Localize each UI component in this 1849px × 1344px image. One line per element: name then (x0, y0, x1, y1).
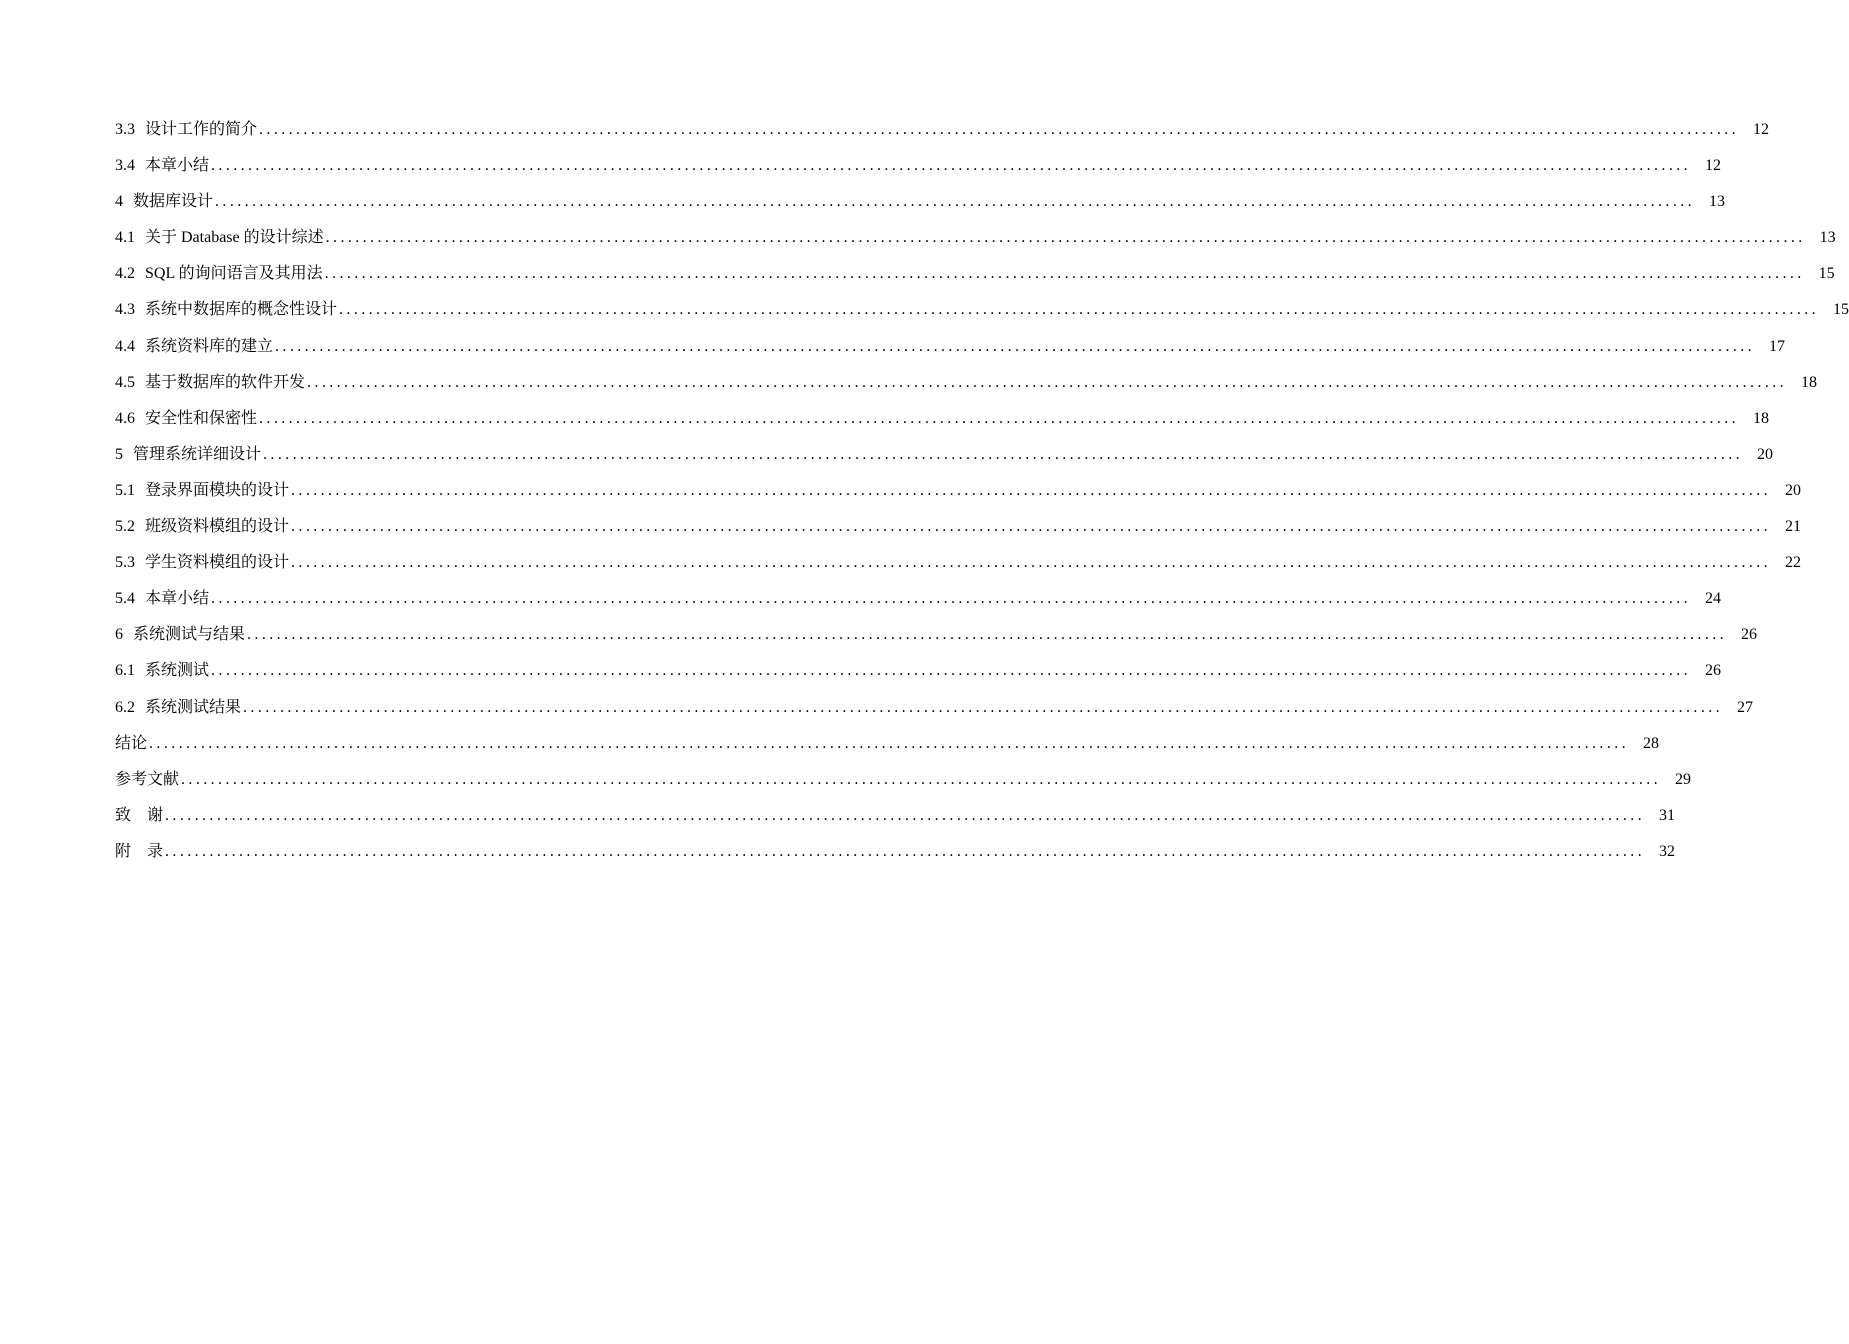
toc-entry-4-6[interactable] (115, 406, 1770, 442)
toc-leader-dots: ........................................................................................................................................................................................................ (247, 626, 1728, 644)
toc-leader-dots: ........................................................................................................................................................................................................ (339, 301, 1820, 319)
toc-entry-page: 31 (1659, 806, 1676, 824)
toc-leader-dots: ........................................................................................................................................................................................................ (263, 445, 1744, 463)
toc-entry-number: 5 (115, 445, 123, 463)
toc-entry-acknowledgements[interactable] (115, 803, 1676, 839)
toc-entry-5[interactable] (115, 442, 1774, 478)
toc-entry-number: 4.3 (115, 301, 135, 319)
toc-leader-dots: ........................................................................................................................................................................................................ (275, 337, 1756, 355)
toc-leader-dots: ........................................................................................................................................................................................................ (259, 409, 1740, 427)
toc-entry-page: 32 (1659, 842, 1676, 860)
toc-entry-page: 26 (1741, 626, 1758, 644)
toc-entry-number: 5.3 (115, 554, 135, 572)
toc-leader-dots: ........................................................................................................................................................................................................ (149, 734, 1630, 752)
toc-entry-title: 本章小结 (145, 157, 210, 175)
toc-entry-5-1[interactable] (115, 478, 1802, 514)
toc-entry-4-1[interactable] (115, 225, 1836, 261)
toc-entry-title: 学生资料模组的设计 (145, 554, 290, 572)
toc-entry-title: SQL 的询问语言及其用法 (145, 265, 323, 283)
toc-entry-4[interactable] (115, 189, 1726, 225)
toc-entry-title: 登录界面模块的设计 (145, 481, 290, 499)
toc-leader-dots: ........................................................................................................................................................................................................ (181, 770, 1662, 788)
toc-leader-dots: ........................................................................................................................................................................................................ (243, 698, 1724, 716)
toc-entry-title: 数据库设计 (133, 193, 214, 211)
toc-entry-5-4[interactable] (115, 586, 1722, 622)
toc-leader-dots: ........................................................................................................................................................................................................ (215, 193, 1696, 211)
toc-entry-page: 15 (1818, 265, 1835, 283)
toc-entry-number: 3.4 (115, 157, 135, 175)
toc-leader-dots: ........................................................................................................................................................................................................ (325, 229, 1806, 247)
toc-entry-4-4[interactable] (115, 334, 1786, 370)
toc-entry-number: 6.1 (115, 662, 135, 680)
toc-entry-title: 结论 (115, 734, 148, 752)
toc-entry-title: 管理系统详细设计 (133, 445, 262, 463)
toc-leader-dots: ........................................................................................................................................................................................................ (165, 842, 1646, 860)
toc-entry-page: 28 (1643, 734, 1660, 752)
toc-entry-title: 本章小结 (145, 590, 210, 608)
toc-entry-page: 26 (1705, 662, 1722, 680)
toc-entry-5-3[interactable] (115, 550, 1802, 586)
toc-entry-references[interactable] (115, 767, 1692, 803)
toc-entry-page: 24 (1705, 590, 1722, 608)
toc-entry-page: 12 (1753, 121, 1770, 138)
toc-leader-dots: ........................................................................................................................................................................................................ (211, 590, 1692, 608)
toc-entry-page: 13 (1819, 229, 1836, 247)
toc-entry-page: 29 (1675, 770, 1692, 788)
toc-entry-page: 21 (1785, 518, 1802, 536)
toc-leader-dots: ........................................................................................................................................................................................................ (211, 662, 1692, 680)
toc-entry-title: 设计工作的简介 (145, 121, 258, 138)
toc-entry-title: 系统资料库的建立 (145, 337, 274, 355)
toc-leader-dots: ........................................................................................................................................................................................................ (165, 806, 1646, 824)
toc-leader-dots: ........................................................................................................................................................................................................ (259, 121, 1740, 138)
toc-entry-4-5[interactable] (115, 370, 1818, 406)
toc-entry-number: 4.4 (115, 337, 135, 355)
toc-entry-4-2[interactable] (115, 261, 1835, 297)
toc-entry-conclusion[interactable] (115, 731, 1660, 767)
toc-entry-number: 5.4 (115, 590, 135, 608)
toc-entry-number: 4.5 (115, 373, 135, 391)
toc-leader-dots: ........................................................................................................................................................................................................ (307, 373, 1788, 391)
toc-entry-page: 17 (1769, 337, 1786, 355)
toc-entry-page: 12 (1705, 157, 1722, 175)
toc-entry-number: 4.2 (115, 265, 135, 283)
toc-entry-title: 基于数据库的软件开发 (145, 373, 306, 391)
toc-entry-title: 系统测试结果 (145, 698, 242, 716)
toc-leader-dots: ........................................................................................................................................................................................................ (291, 481, 1772, 499)
toc-entry-number: 6 (115, 626, 123, 644)
toc-entry-number: 4.6 (115, 409, 135, 427)
toc-leader-dots: ........................................................................................................................................................................................................ (291, 518, 1772, 536)
toc-entry-5-2[interactable] (115, 514, 1802, 550)
toc-entry-page: 13 (1709, 193, 1726, 211)
toc-entry-title: 系统测试与结果 (133, 626, 246, 644)
toc-leader-dots: ........................................................................................................................................................................................................ (291, 554, 1772, 572)
toc-entry-page: 15 (1833, 301, 1849, 319)
toc-entry-title: 附 录 (115, 842, 164, 860)
toc-entry-page: 18 (1801, 373, 1818, 391)
toc-entry-number: 6.2 (115, 698, 135, 716)
toc-entry-4-3[interactable] (115, 297, 1849, 333)
toc-entry-6-1[interactable] (115, 658, 1722, 694)
toc-entry-3-4[interactable] (115, 153, 1722, 189)
toc-entry-6[interactable] (115, 622, 1758, 658)
toc-entry-page: 27 (1737, 698, 1754, 716)
toc-entry-number: 5.1 (115, 481, 135, 499)
toc-entry-title: 参考文献 (115, 770, 180, 788)
toc-entry-title: 系统中数据库的概念性设计 (145, 301, 338, 319)
toc-entry-appendix[interactable] (115, 839, 1676, 875)
toc-entry-page: 22 (1785, 554, 1802, 572)
toc-entry-number: 5.2 (115, 518, 135, 536)
toc-entry-title: 班级资料模组的设计 (145, 518, 290, 536)
toc-entry-page: 18 (1753, 409, 1770, 427)
toc-entry-6-2[interactable] (115, 695, 1754, 731)
toc-leader-dots: ........................................................................................................................................................................................................ (211, 157, 1692, 175)
toc-entry-title: 致 谢 (115, 806, 164, 824)
toc-entry-page: 20 (1785, 481, 1802, 499)
toc-entry-number: 4 (115, 193, 123, 211)
table-of-contents (115, 117, 1849, 875)
toc-entry-title: 系统测试 (145, 662, 210, 680)
toc-entry-number: 3.3 (115, 121, 135, 138)
toc-entry-number: 4.1 (115, 229, 135, 247)
toc-entry-title: 关于 Database 的设计综述 (145, 229, 324, 247)
toc-leader-dots: ........................................................................................................................................................................................................ (324, 265, 1805, 283)
toc-entry-page: 20 (1757, 445, 1774, 463)
toc-entry-title: 安全性和保密性 (145, 409, 258, 427)
toc-entry-3-3[interactable] (115, 117, 1770, 153)
